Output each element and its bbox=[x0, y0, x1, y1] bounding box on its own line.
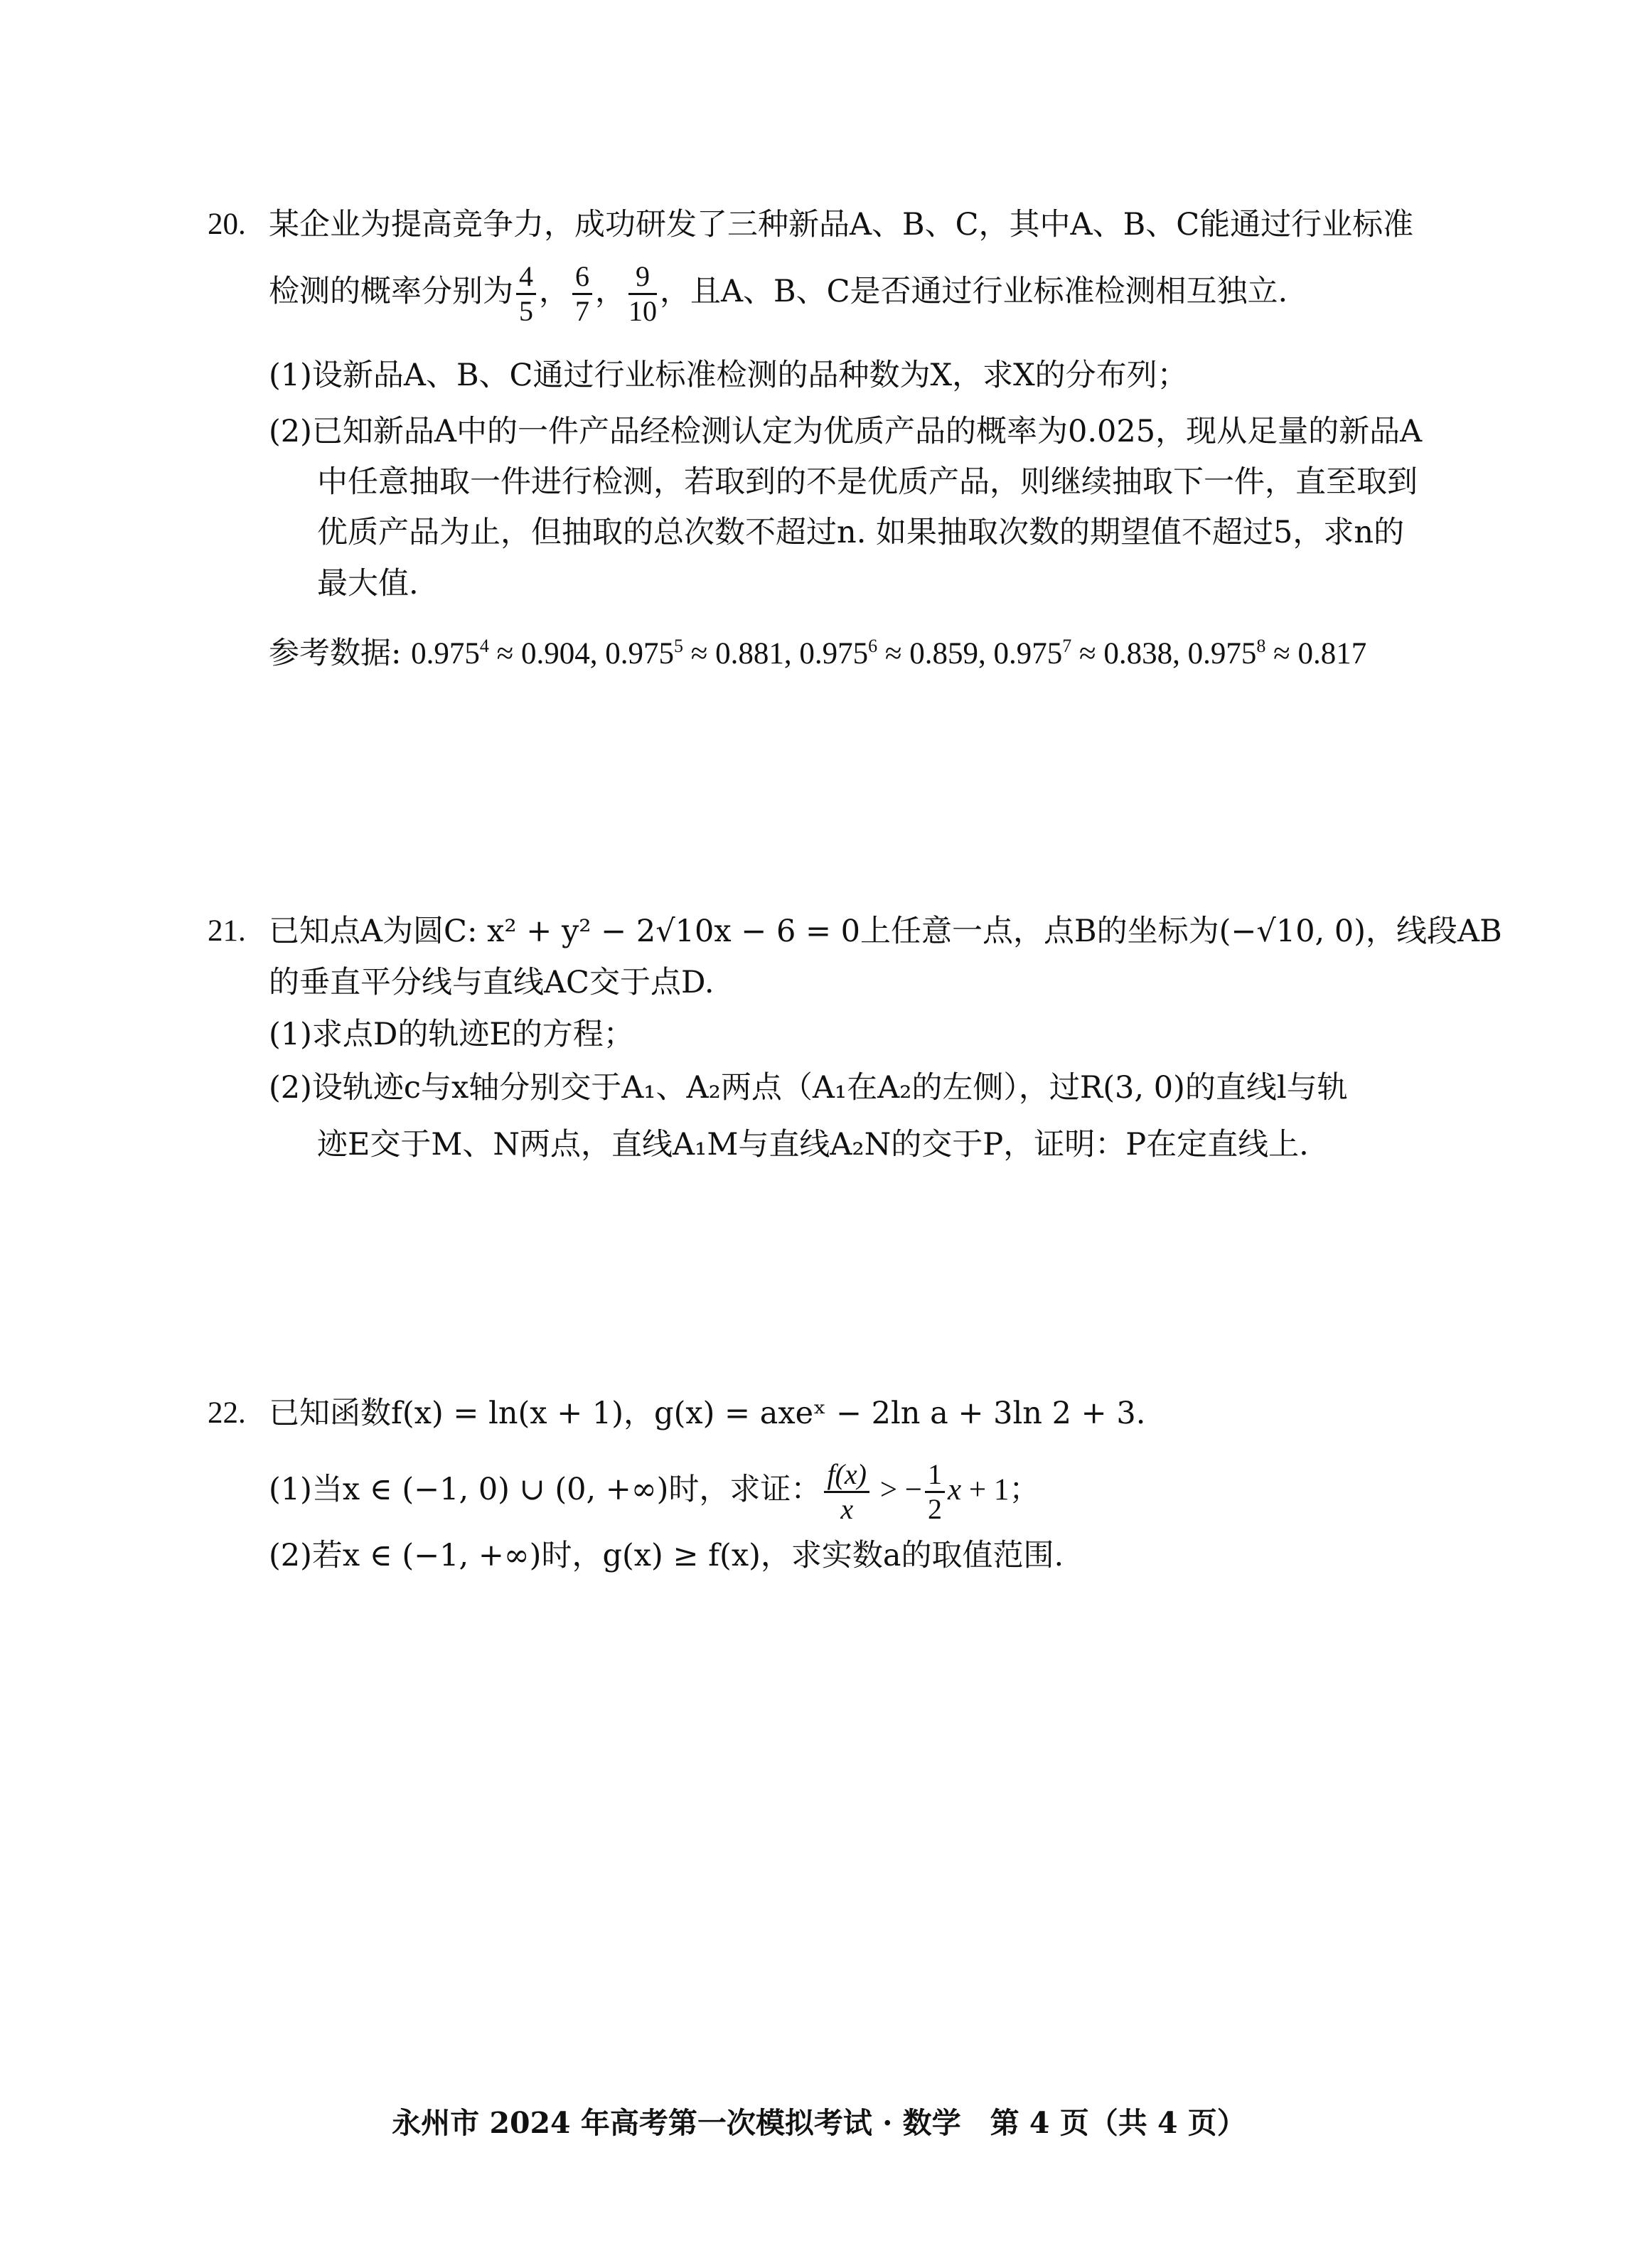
q22-part1: (1)当x ∈ (−1, 0) ∪ (0, +∞)时，求证： $\frac{f(x)}{x}$ > − $\frac{1}{2}$ x + 1； bbox=[269, 1457, 1040, 1525]
q20-stem-suffix: ，且A、B、C是否通过行业标准检测相互独立. bbox=[660, 274, 1288, 309]
fraction-numerator: f(x) bbox=[824, 1458, 869, 1493]
q20-ref-item-1: $0.975^4 \approx 0.904$, bbox=[411, 636, 606, 670]
q20-fraction-1 bbox=[516, 260, 536, 328]
fraction-denominator: 10 bbox=[628, 294, 657, 327]
q21-part2-line2: 迹E交于M、N两点，直线A₁M与直线A₂N的交于P，证明：P在定直线上. bbox=[317, 1127, 1309, 1162]
q20-stem-line1 bbox=[269, 203, 1413, 246]
q20-number: 20. bbox=[208, 208, 246, 241]
q22-number: 22. bbox=[208, 1396, 246, 1430]
q20-part2-line4: 最大值. bbox=[317, 566, 419, 601]
q21-part2-line1: (2)设轨迹c与x轴分别交于A₁、A₂两点（A₁在A₂的左侧），过R(3, 0)的直线l与轨 bbox=[269, 1070, 1348, 1106]
q20-ref-label: 参考数据: bbox=[269, 636, 402, 671]
q20-part2-line2: 中任意抽取一件进行检测，若取到的不是优质产品，则继续抽取下一件，直至取到 bbox=[317, 464, 1418, 500]
q21-number: 21. bbox=[208, 914, 246, 948]
q21-part1: (1)求点D的轨迹E的方程； bbox=[269, 1017, 634, 1052]
q20-part1: (1)设新品A、B、C通过行业标准检测的品种数为X，求X的分布列； bbox=[269, 358, 1188, 393]
q20-stem-line2: 检测的概率分别为 $\frac{4}{5}$ ， $\frac{6}{7}$ ， $\frac{9}{10}$ ，且A、B、C是否通过行业标准检测相互独立. bbox=[269, 260, 1288, 327]
page-footer: 永州市 2024 年高考第一次模拟考试 · 数学 第 4 页（共 4 页） bbox=[392, 2106, 1246, 2140]
fraction-denominator: x bbox=[840, 1492, 854, 1525]
fraction-numerator: 6 bbox=[572, 260, 592, 295]
q21-stem-line2: 的垂直平分线与直线AC交于点D. bbox=[269, 965, 714, 1000]
q20-part2-line3: 优质产品为止，但抽取的总次数不超过n. 如果抽取次数的期望值不超过5，求n的 bbox=[317, 515, 1405, 550]
q20-fraction-3 bbox=[628, 260, 657, 328]
q20-ref-item-3: $0.975^6 \approx 0.859$, bbox=[799, 636, 994, 670]
q20-reference-data bbox=[269, 632, 1366, 675]
fraction-numerator: 1 bbox=[925, 1458, 945, 1493]
q20-ref-item-2: $0.975^5 \approx 0.881$, bbox=[605, 636, 800, 670]
q20-fraction-2 bbox=[572, 260, 592, 328]
fraction-denominator: 2 bbox=[927, 1492, 942, 1525]
q22-fraction-fx-over-x bbox=[824, 1458, 869, 1526]
fraction-denominator: 7 bbox=[575, 294, 589, 327]
q20-ref-item-4: $0.975^7 \approx 0.838$, bbox=[993, 636, 1188, 670]
fraction-denominator: 5 bbox=[519, 294, 533, 327]
q21-stem-line1: 已知点A为圆C: x² + y² − 2√10x − 6 = 0上任意一点，点B的坐标为(−√10, 0)，线段AB bbox=[269, 914, 1502, 949]
fraction-numerator: 4 bbox=[516, 260, 536, 295]
q22-part2: (2)若x ∈ (−1, +∞)时，g(x) ≥ f(x)，求实数a的取值范围. bbox=[269, 1538, 1064, 1573]
q22-stem: 已知函数f(x) = ln(x + 1)，g(x) = axeˣ − 2ln a + 3ln 2 + 3. bbox=[269, 1396, 1146, 1431]
q20-part2-line1: (2)已知新品A中的一件产品经检测认定为优质产品的概率为0.025，现从足量的新品A bbox=[269, 414, 1423, 449]
q22-part1-prefix: (1)当x ∈ (−1, 0) ∪ (0, +∞)时，求证： bbox=[269, 1472, 822, 1507]
fraction-numerator: 9 bbox=[628, 260, 657, 295]
q20-ref-item-5: $0.975^8 \approx 0.817$ bbox=[1187, 636, 1367, 670]
q20-stem-text1: 某企业为提高竞争力，成功研发了三种新品A、B、C，其中A、B、C能通过行业标准 bbox=[269, 207, 1414, 242]
q22-fraction-half bbox=[925, 1458, 945, 1526]
q20-stem-prefix: 检测的概率分别为 bbox=[269, 274, 513, 309]
